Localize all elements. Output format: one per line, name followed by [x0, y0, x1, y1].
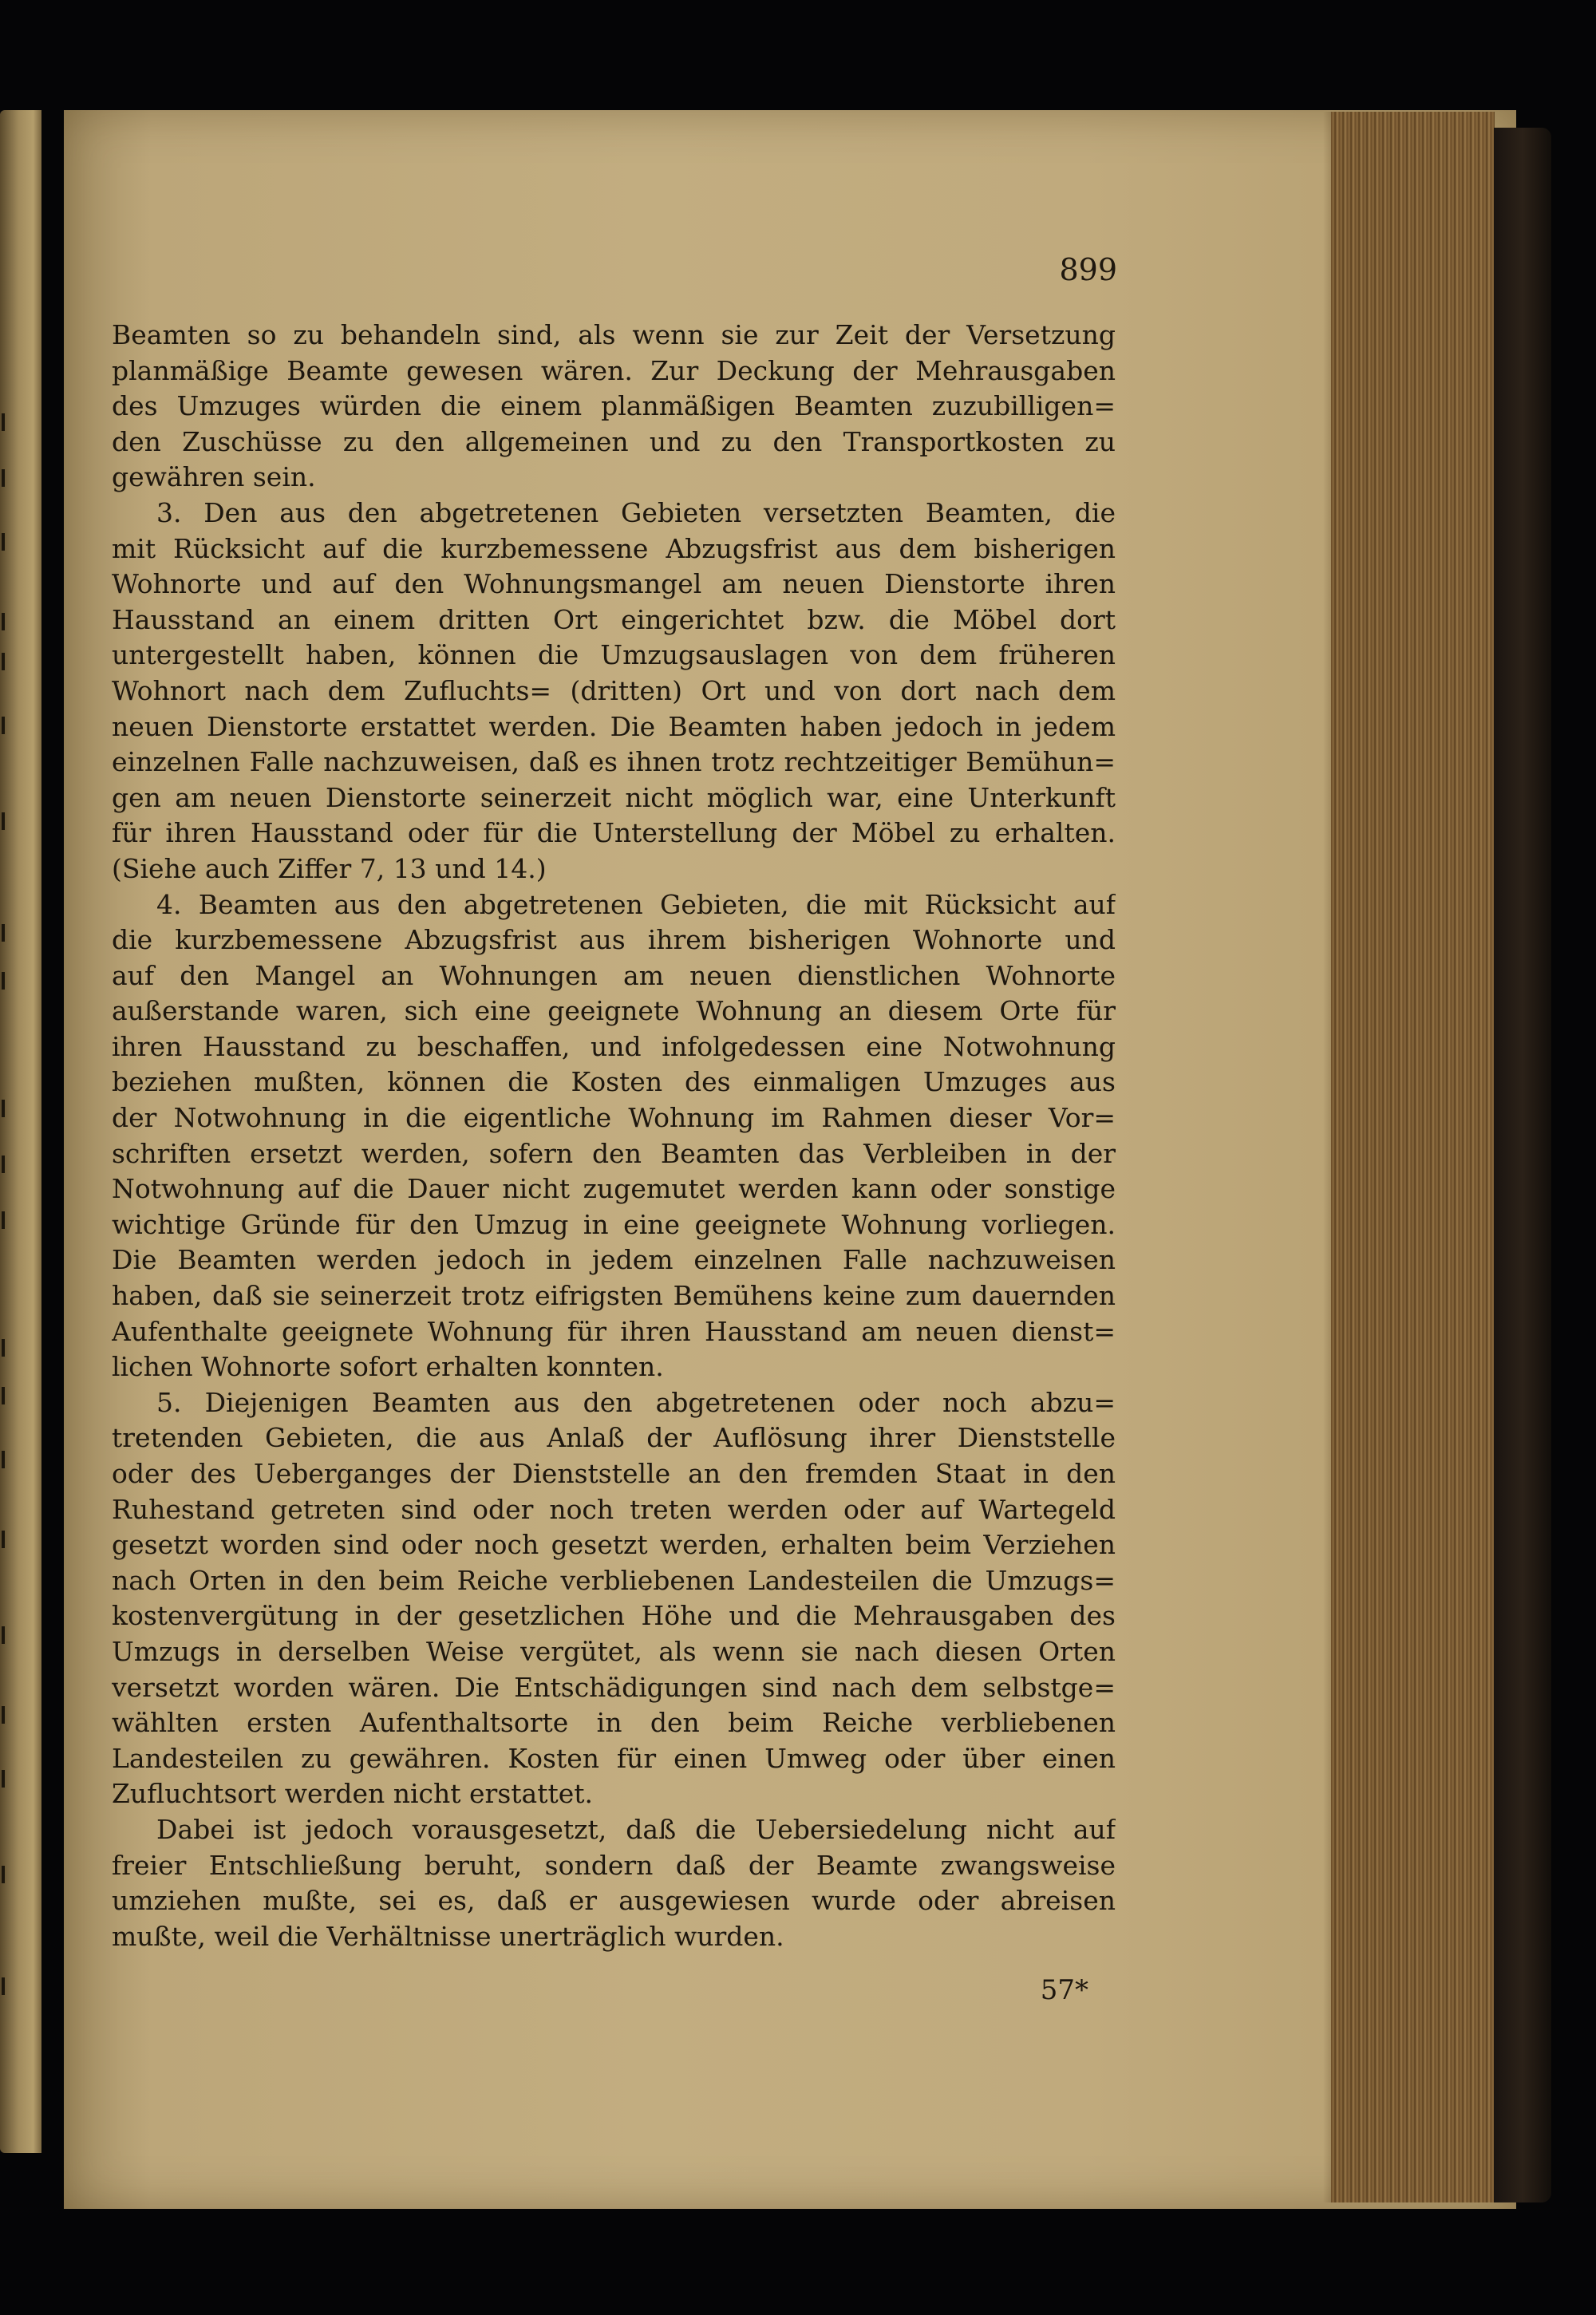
sheet-signature: 57* [1040, 1974, 1088, 2006]
text-line: Die Beamten werden jedoch in jedem einzelnen Falle nachzuweisen [112, 1244, 1116, 1276]
text-line: Landesteilen zu gewähren. Kosten für einen Umweg oder über einen [112, 1742, 1116, 1774]
paragraph-3-start: 3. Den aus den abgetretenen Gebieten versetzten Beamten, die [156, 496, 1116, 528]
text-line: ihren Hausstand zu beschaffen, und infolgedessen eine Notwohnung [112, 1030, 1116, 1062]
left-page-text-edge [2, 413, 13, 2169]
text-line: für ihren Hausstand oder für die Unterstellung der Möbel zu erhalten. [112, 817, 1116, 849]
text-line: Umzugs in derselben Weise vergütet, als wenn sie nach diesen Orten [112, 1635, 1116, 1667]
text-line: der Notwohnung in die eigentliche Wohnung im Rahmen dieser Vor= [112, 1102, 1116, 1134]
text-line: neuen Dienstorte erstattet werden. Die Beamten haben jedoch in jedem [112, 710, 1116, 742]
text-line: mußte, weil die Verhältnisse unerträglich wurden. [112, 1920, 784, 1952]
text-line: schriften ersetzt werden, sofern den Beamten das Verbleiben in der [112, 1137, 1116, 1169]
paragraph-final-start: Dabei ist jedoch vorausgesetzt, daß die Uebersiedelung nicht auf [156, 1813, 1116, 1845]
text-line: oder des Ueberganges der Dienststelle an den fremden Staat in den [112, 1458, 1116, 1489]
text-line: nach Orten in den beim Reiche verbliebenen Landesteilen die Umzugs= [112, 1564, 1116, 1596]
text-line: freier Entschließung beruht, sondern daß der Beamte zwangsweise [112, 1849, 1116, 1881]
text-line: planmäßige Beamte gewesen wären. Zur Deckung der Mehrausgaben [112, 354, 1116, 386]
paragraph-5-start: 5. Diejenigen Beamten aus den abgetretenen oder noch abzu= [156, 1386, 1116, 1418]
paragraph-4-start: 4. Beamten aus den abgetretenen Gebieten, die mit Rücksicht auf [156, 888, 1116, 920]
text-line: haben, daß sie seinerzeit trotz eifrigsten Bemühens keine zum dauernden [112, 1280, 1116, 1312]
text-line: (Siehe auch Ziffer 7, 13 und 14.) [112, 852, 547, 884]
text-line: die kurzbemessene Abzugsfrist aus ihrem bisherigen Wohnorte und [112, 924, 1116, 956]
left-facing-page [0, 110, 41, 2153]
text-line: den Zuschüsse zu den allgemeinen und zu den Transportkosten zu [112, 425, 1116, 457]
text-line: Aufenthalte geeignete Wohnung für ihren Hausstand am neuen dienst= [112, 1315, 1116, 1347]
body-text [112, 318, 1116, 1954]
text-line: Beamten so zu behandeln sind, als wenn sie zur Zeit der Versetzung [112, 319, 1116, 350]
text-line: des Umzuges würden die einem planmäßigen Beamten zuzubilligen= [112, 390, 1116, 422]
text-line: untergestellt haben, können die Umzugsauslagen von dem früheren [112, 639, 1116, 671]
text-line: gen am neuen Dienstorte seinerzeit nicht möglich war, eine Unterkunft [112, 781, 1116, 813]
text-line: gewähren sein. [112, 461, 316, 493]
text-line: Ruhestand getreten sind oder noch treten werden oder auf Wartegeld [112, 1493, 1116, 1525]
text-line: mit Rücksicht auf die kurzbemessene Abzugsfrist aus dem bisherigen [112, 532, 1116, 564]
text-line: umziehen mußte, sei es, daß er ausgewiesen wurde oder abreisen [112, 1885, 1116, 1917]
text-line: Zufluchtsort werden nicht erstattet. [112, 1778, 593, 1810]
text-line: tretenden Gebieten, die aus Anlaß der Auflösung ihrer Dienststelle [112, 1422, 1116, 1454]
text-line: kostenvergütung in der gesetzlichen Höhe und die Mehrausgaben des [112, 1600, 1116, 1632]
text-line: lichen Wohnorte sofort erhalten konnten. [112, 1351, 664, 1383]
text-line: Hausstand an einem dritten Ort eingerichtet bzw. die Möbel dort [112, 603, 1116, 635]
text-line: gesetzt worden sind oder noch gesetzt werden, erhalten beim Verziehen [112, 1529, 1116, 1561]
text-line: versetzt worden wären. Die Entschädigungen sind nach dem selbstge= [112, 1671, 1116, 1703]
text-line: beziehen mußten, können die Kosten des einmaligen Umzuges aus [112, 1066, 1116, 1098]
text-line: außerstande waren, sich eine geeignete Wohnung an diesem Orte für [112, 995, 1116, 1027]
page-block-edges [1331, 112, 1495, 2202]
page-number: 899 [1059, 252, 1117, 287]
book-cover-edge [1494, 128, 1551, 2202]
text-line: wichtige Gründe für den Umzug in eine geeignete Wohnung vorliegen. [112, 1208, 1116, 1240]
text-line: einzelnen Falle nachzuweisen, daß es ihnen trotz rechtzeitiger Bemühun= [112, 746, 1116, 778]
text-line: Notwohnung auf die Dauer nicht zugemutet werden kann oder sonstige [112, 1173, 1116, 1205]
text-line: auf den Mangel an Wohnungen am neuen dienstlichen Wohnorte [112, 959, 1116, 991]
text-line: wählten ersten Aufenthaltsorte in den beim Reiche verbliebenen [112, 1707, 1116, 1739]
text-line: Wohnort nach dem Zufluchts= (dritten) Ort und von dort nach dem [112, 674, 1116, 706]
text-line: Wohnorte und auf den Wohnungsmangel am neuen Dienstorte ihren [112, 568, 1116, 600]
